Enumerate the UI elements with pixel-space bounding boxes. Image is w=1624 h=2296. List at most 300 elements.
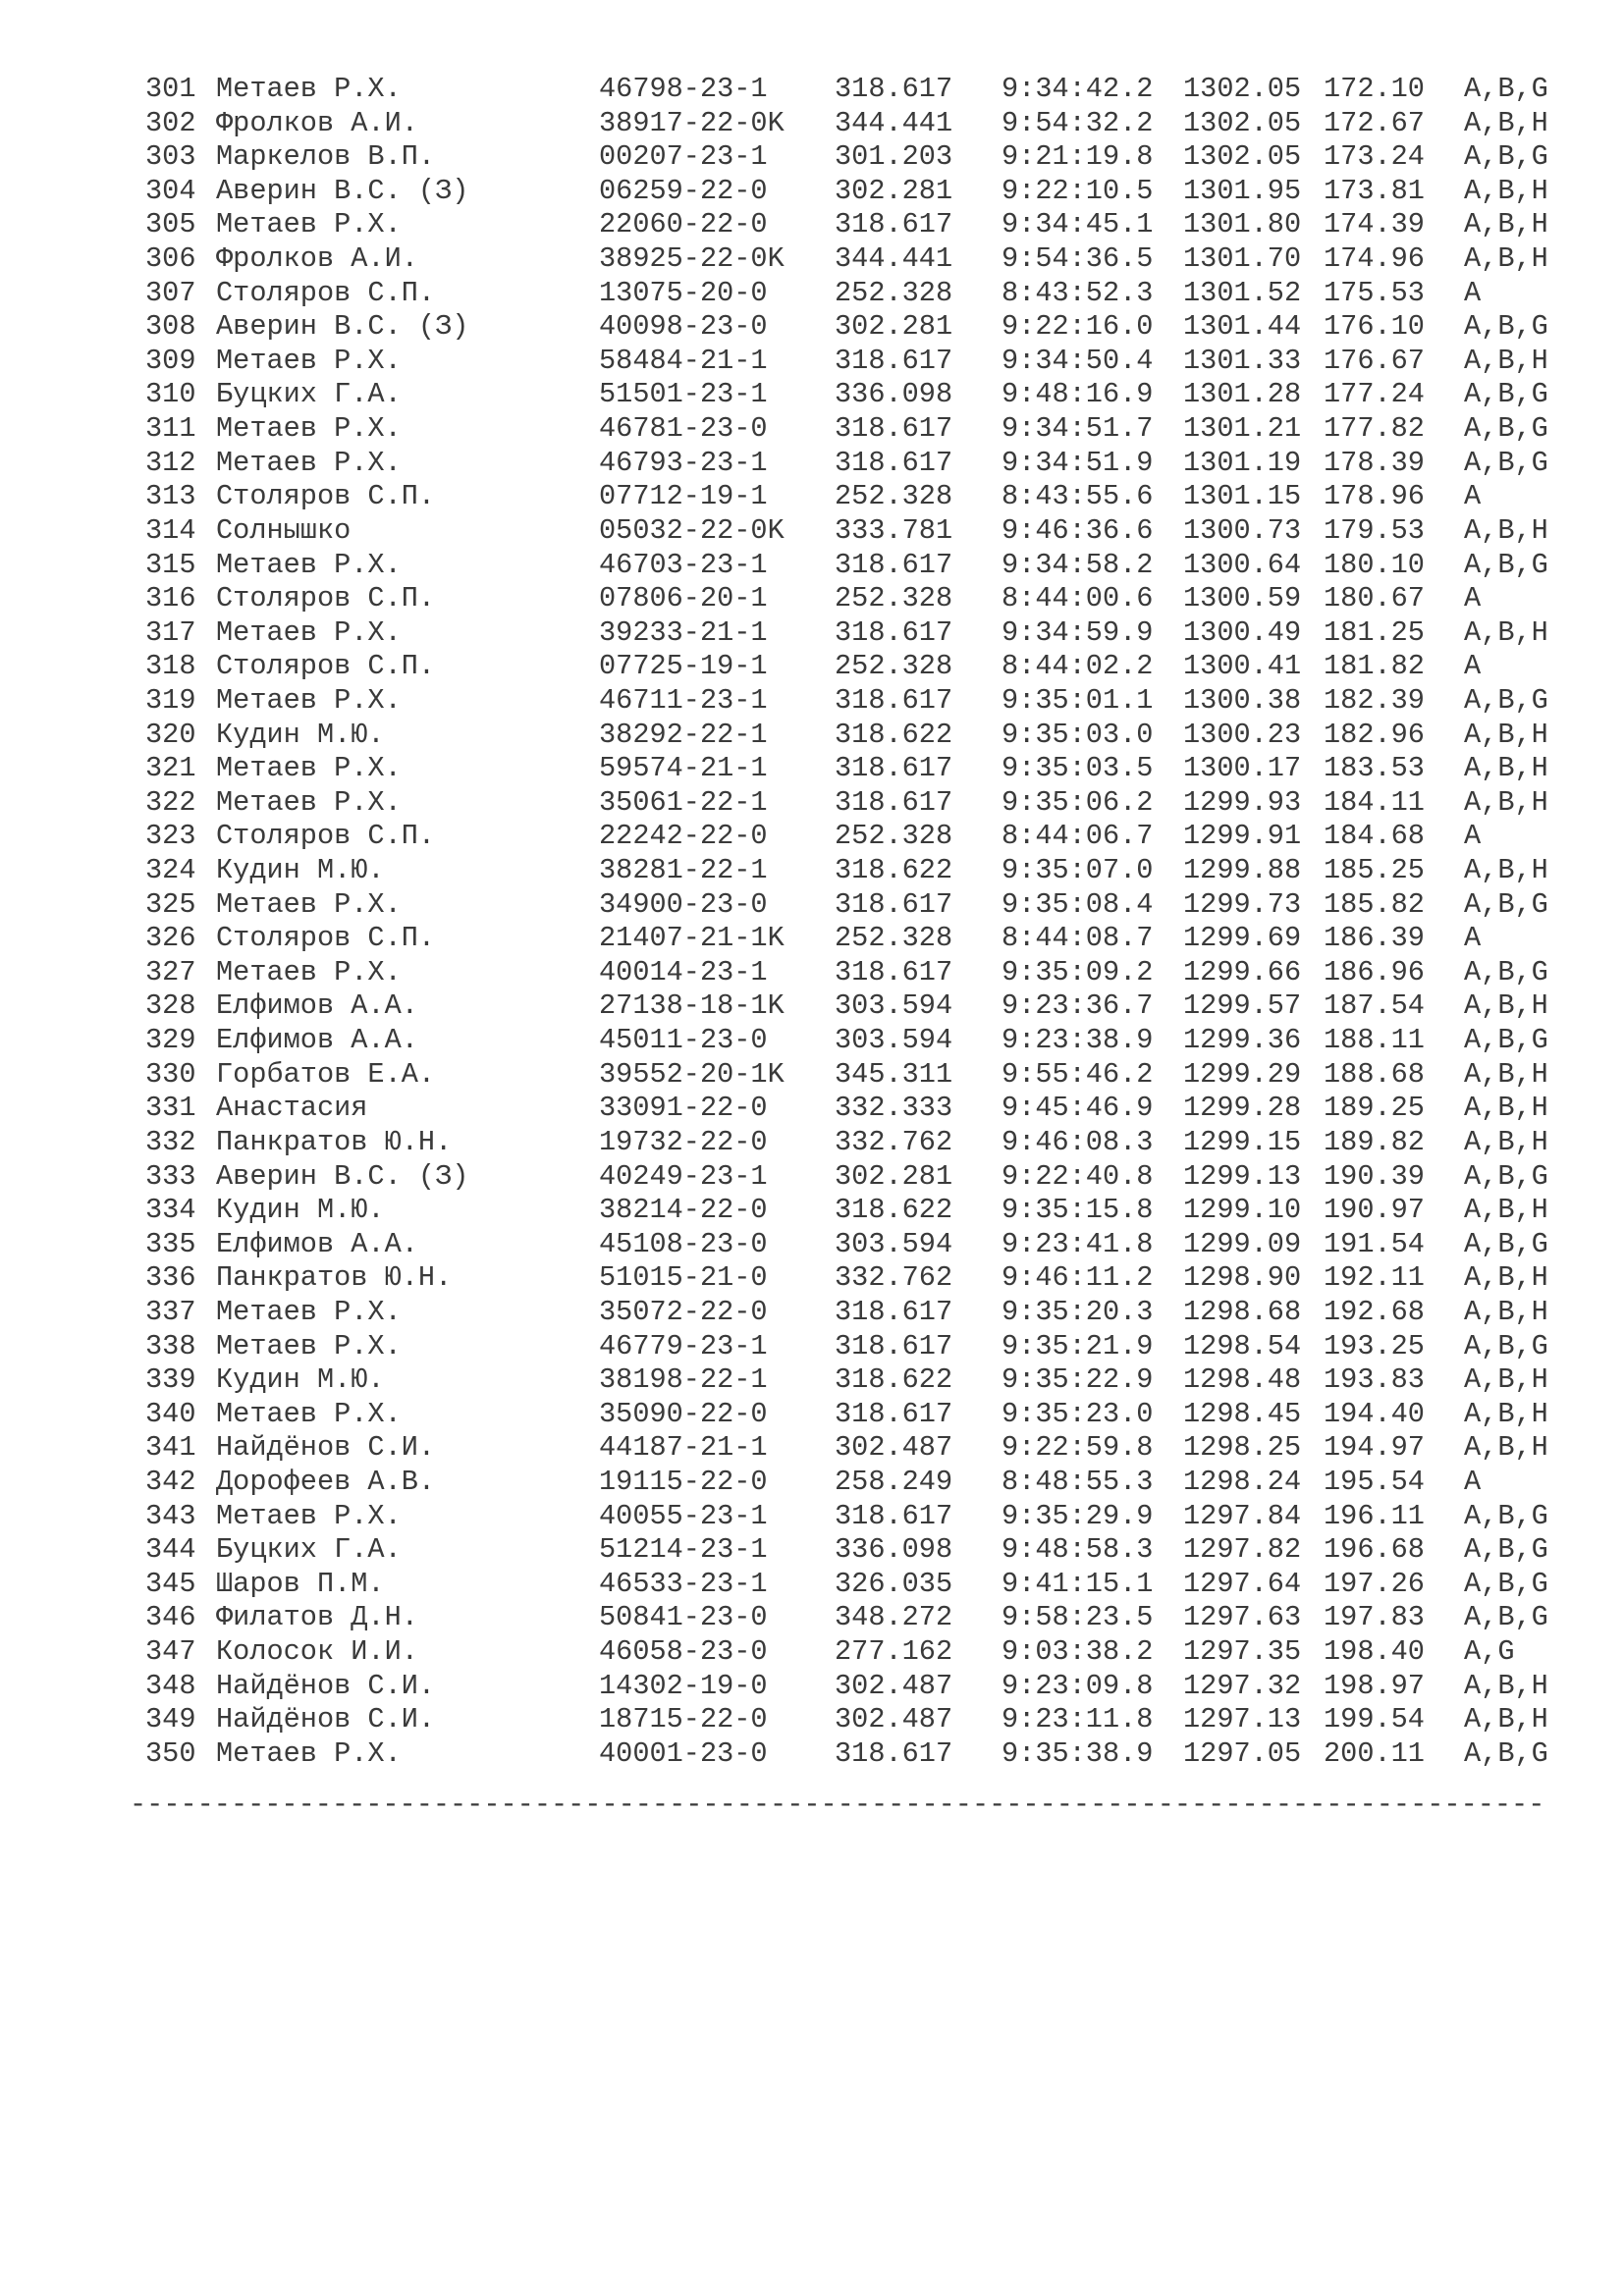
category-tags: A,B,H — [1464, 989, 1548, 1023]
distance: 302.487 — [835, 1703, 953, 1736]
ring-id: 40055-23-1 — [599, 1499, 768, 1532]
category-tags: A,B,G — [1464, 548, 1548, 581]
category-tags: A,B,G — [1464, 1159, 1548, 1193]
participant-name: Метаев Р.Х. — [216, 73, 402, 105]
participant-name: Колосок И.И. — [216, 1635, 418, 1669]
ring-id: 35072-22-0 — [599, 1295, 768, 1328]
ring-id: 51501-23-1 — [599, 378, 768, 411]
table-row — [137, 1330, 1591, 1364]
arrival-time: 9:34:45.1 — [1001, 208, 1154, 241]
distance: 303.594 — [835, 1227, 953, 1260]
arrival-time: 9:45:46.9 — [1001, 1092, 1154, 1125]
place-number: 312 — [145, 446, 196, 479]
arrival-time: 9:35:03.0 — [1001, 718, 1154, 751]
ring-id: 40249-23-1 — [599, 1159, 768, 1193]
distance: 301.203 — [835, 140, 953, 174]
points: 190.97 — [1324, 1194, 1425, 1227]
participant-name: Метаев Р.Х. — [216, 208, 402, 241]
table-row — [137, 1363, 1591, 1398]
ring-id: 39552-20-1K — [599, 1057, 785, 1091]
arrival-time: 9:35:01.1 — [1001, 683, 1154, 717]
speed: 1300.64 — [1183, 548, 1302, 581]
points: 173.24 — [1324, 140, 1425, 174]
table-row — [137, 1160, 1591, 1195]
place-number: 349 — [145, 1703, 196, 1736]
speed: 1299.88 — [1183, 854, 1302, 887]
speed: 1299.36 — [1183, 1024, 1302, 1057]
table-row — [137, 989, 1591, 1024]
participant-name: Кудин М.Ю. — [216, 1363, 385, 1397]
speed: 1298.48 — [1183, 1363, 1302, 1397]
place-number: 304 — [145, 174, 196, 207]
category-tags: A,B,H — [1464, 513, 1548, 547]
speed: 1301.19 — [1183, 446, 1302, 479]
speed: 1298.90 — [1183, 1261, 1302, 1295]
points: 188.68 — [1324, 1057, 1425, 1091]
distance: 318.617 — [835, 446, 953, 479]
participant-name: Метаев Р.Х. — [216, 1499, 402, 1532]
distance: 318.617 — [835, 412, 953, 446]
arrival-time: 8:44:02.2 — [1001, 650, 1154, 683]
arrival-time: 9:48:16.9 — [1001, 378, 1154, 411]
arrival-time: 9:22:16.0 — [1001, 310, 1154, 344]
points: 196.11 — [1324, 1499, 1425, 1532]
participant-name: Буцких Г.А. — [216, 1533, 402, 1567]
arrival-time: 9:34:51.9 — [1001, 446, 1154, 479]
arrival-time: 9:23:11.8 — [1001, 1703, 1154, 1736]
points: 199.54 — [1324, 1703, 1425, 1736]
table-row — [137, 412, 1591, 447]
participant-name: Шаров П.М. — [216, 1567, 385, 1600]
distance: 332.762 — [835, 1125, 953, 1158]
points: 193.25 — [1324, 1329, 1425, 1362]
arrival-time: 9:23:38.9 — [1001, 1024, 1154, 1057]
points: 186.39 — [1324, 922, 1425, 955]
points: 179.53 — [1324, 513, 1425, 547]
participant-name: Метаев Р.Х. — [216, 412, 402, 446]
points: 191.54 — [1324, 1227, 1425, 1260]
place-number: 309 — [145, 344, 196, 377]
ring-id: 00207-23-1 — [599, 140, 768, 174]
category-tags: A,B,G — [1464, 140, 1548, 174]
participant-name: Метаев Р.Х. — [216, 752, 402, 785]
participant-name: Елфимов А.А. — [216, 1227, 418, 1260]
ring-id: 46781-23-0 — [599, 412, 768, 446]
ring-id: 46711-23-1 — [599, 683, 768, 717]
points: 185.25 — [1324, 854, 1425, 887]
points: 182.96 — [1324, 718, 1425, 751]
participant-name: Маркелов В.П. — [216, 140, 436, 174]
table-row — [137, 786, 1591, 821]
ring-id: 45011-23-0 — [599, 1024, 768, 1057]
arrival-time: 9:23:09.8 — [1001, 1669, 1154, 1702]
category-tags: A,B,G — [1464, 1227, 1548, 1260]
participant-name: Фролков А.И. — [216, 106, 418, 139]
ring-id: 39233-21-1 — [599, 615, 768, 649]
ring-id: 38925-22-0K — [599, 242, 785, 276]
ring-id: 07712-19-1 — [599, 480, 768, 513]
place-number: 310 — [145, 378, 196, 411]
distance: 318.617 — [835, 1329, 953, 1362]
category-tags: A,B,H — [1464, 1092, 1548, 1125]
participant-name: Кудин М.Ю. — [216, 718, 385, 751]
arrival-time: 9:34:50.4 — [1001, 344, 1154, 377]
table-row — [137, 242, 1591, 277]
distance: 318.622 — [835, 854, 953, 887]
participant-name: Буцких Г.А. — [216, 378, 402, 411]
place-number: 301 — [145, 73, 196, 105]
ring-id: 46703-23-1 — [599, 548, 768, 581]
place-number: 337 — [145, 1295, 196, 1328]
arrival-time: 9:46:36.6 — [1001, 513, 1154, 547]
category-tags: A,B,H — [1464, 1295, 1548, 1328]
participant-name: Филатов Д.Н. — [216, 1601, 418, 1634]
participant-name: Метаев Р.Х. — [216, 1329, 402, 1362]
distance: 318.617 — [835, 73, 953, 105]
ring-id: 35090-22-0 — [599, 1397, 768, 1430]
category-tags: A — [1464, 582, 1482, 615]
distance: 333.781 — [835, 513, 953, 547]
arrival-time: 9:35:23.0 — [1001, 1397, 1154, 1430]
ring-id: 59574-21-1 — [599, 752, 768, 785]
category-tags: A,B,G — [1464, 887, 1548, 921]
participant-name: Метаев Р.Х. — [216, 887, 402, 921]
table-row — [137, 956, 1591, 990]
speed: 1297.84 — [1183, 1499, 1302, 1532]
distance: 344.441 — [835, 106, 953, 139]
distance: 318.617 — [835, 344, 953, 377]
speed: 1299.91 — [1183, 820, 1302, 853]
distance: 336.098 — [835, 378, 953, 411]
participant-name: Столяров С.П. — [216, 276, 436, 309]
arrival-time: 9:34:59.9 — [1001, 615, 1154, 649]
distance: 303.594 — [835, 989, 953, 1023]
table-row — [137, 752, 1591, 786]
place-number: 332 — [145, 1125, 196, 1158]
place-number: 346 — [145, 1601, 196, 1634]
table-row — [137, 1092, 1591, 1126]
speed: 1302.05 — [1183, 73, 1302, 105]
points: 178.39 — [1324, 446, 1425, 479]
points: 176.10 — [1324, 310, 1425, 344]
ring-id: 05032-22-0K — [599, 513, 785, 547]
arrival-time: 9:23:36.7 — [1001, 989, 1154, 1023]
category-tags: A,B,G — [1464, 378, 1548, 411]
participant-name: Метаев Р.Х. — [216, 1295, 402, 1328]
distance: 252.328 — [835, 650, 953, 683]
points: 174.39 — [1324, 208, 1425, 241]
points: 197.83 — [1324, 1601, 1425, 1634]
participant-name: Панкратов Ю.Н. — [216, 1125, 453, 1158]
arrival-time: 8:43:52.3 — [1001, 276, 1154, 309]
points: 177.24 — [1324, 378, 1425, 411]
distance: 318.617 — [835, 1397, 953, 1430]
distance: 302.281 — [835, 310, 953, 344]
speed: 1301.21 — [1183, 412, 1302, 446]
category-tags: A,B,G — [1464, 1329, 1548, 1362]
arrival-time: 9:58:23.5 — [1001, 1601, 1154, 1634]
speed: 1298.24 — [1183, 1465, 1302, 1498]
points: 172.67 — [1324, 106, 1425, 139]
place-number: 303 — [145, 140, 196, 174]
category-tags: A,B,H — [1464, 208, 1548, 241]
ring-id: 50841-23-0 — [599, 1601, 768, 1634]
participant-name: Метаев Р.Х. — [216, 446, 402, 479]
place-number: 330 — [145, 1057, 196, 1091]
table-row — [137, 616, 1591, 651]
ring-id: 46793-23-1 — [599, 446, 768, 479]
table-row — [137, 1398, 1591, 1432]
place-number: 350 — [145, 1736, 196, 1770]
ring-id: 27138-18-1K — [599, 989, 785, 1023]
category-tags: A,B,H — [1464, 344, 1548, 377]
participant-name: Найдёнов С.И. — [216, 1669, 436, 1702]
participant-name: Метаев Р.Х. — [216, 1397, 402, 1430]
arrival-time: 9:48:58.3 — [1001, 1533, 1154, 1567]
points: 197.26 — [1324, 1567, 1425, 1600]
participant-name: Аверин В.С. (З) — [216, 174, 469, 207]
speed: 1298.45 — [1183, 1397, 1302, 1430]
arrival-time: 8:44:00.6 — [1001, 582, 1154, 615]
category-tags: A,B,G — [1464, 1024, 1548, 1057]
participant-name: Метаев Р.Х. — [216, 955, 402, 988]
participant-name: Столяров С.П. — [216, 650, 436, 683]
category-tags: A,B,H — [1464, 1261, 1548, 1295]
distance: 345.311 — [835, 1057, 953, 1091]
place-number: 333 — [145, 1159, 196, 1193]
participant-name: Елфимов А.А. — [216, 1024, 418, 1057]
distance: 302.281 — [835, 174, 953, 207]
table-row — [137, 684, 1591, 719]
points: 194.97 — [1324, 1431, 1425, 1465]
ring-id: 51214-23-1 — [599, 1533, 768, 1567]
distance: 318.622 — [835, 718, 953, 751]
distance: 318.617 — [835, 1499, 953, 1532]
place-number: 347 — [145, 1635, 196, 1669]
arrival-time: 9:35:20.3 — [1001, 1295, 1154, 1328]
category-tags: A,B,G — [1464, 1601, 1548, 1634]
ring-id: 13075-20-0 — [599, 276, 768, 309]
participant-name: Метаев Р.Х. — [216, 683, 402, 717]
points: 196.68 — [1324, 1533, 1425, 1567]
category-tags: A,B,H — [1464, 242, 1548, 276]
speed: 1301.95 — [1183, 174, 1302, 207]
place-number: 339 — [145, 1363, 196, 1397]
place-number: 325 — [145, 887, 196, 921]
table-row — [137, 1126, 1591, 1160]
speed: 1299.28 — [1183, 1092, 1302, 1125]
ring-id: 46533-23-1 — [599, 1567, 768, 1600]
speed: 1297.05 — [1183, 1736, 1302, 1770]
speed: 1300.73 — [1183, 513, 1302, 547]
table-row — [137, 1500, 1591, 1534]
results-listing — [137, 73, 1591, 1771]
points: 180.67 — [1324, 582, 1425, 615]
participant-name: Анастасия — [216, 1092, 368, 1125]
category-tags: A,B,H — [1464, 1397, 1548, 1430]
place-number: 314 — [145, 513, 196, 547]
table-row — [137, 140, 1591, 175]
ring-id: 40014-23-1 — [599, 955, 768, 988]
category-tags: A — [1464, 276, 1482, 309]
points: 185.82 — [1324, 887, 1425, 921]
place-number: 327 — [145, 955, 196, 988]
place-number: 348 — [145, 1669, 196, 1702]
place-number: 306 — [145, 242, 196, 276]
table-row — [137, 719, 1591, 753]
place-number: 335 — [145, 1227, 196, 1260]
arrival-time: 9:35:03.5 — [1001, 752, 1154, 785]
participant-name: Столяров С.П. — [216, 480, 436, 513]
arrival-time: 9:46:11.2 — [1001, 1261, 1154, 1295]
table-row — [137, 1703, 1591, 1737]
distance: 258.249 — [835, 1465, 953, 1498]
place-number: 311 — [145, 412, 196, 446]
table-end-rule: ------------------------------------------------------------------------------------ — [130, 1789, 1545, 1821]
table-row — [137, 1635, 1591, 1670]
place-number: 328 — [145, 989, 196, 1023]
category-tags: A,B,H — [1464, 785, 1548, 819]
distance: 318.617 — [835, 615, 953, 649]
participant-name: Панкратов Ю.Н. — [216, 1261, 453, 1295]
points: 172.10 — [1324, 73, 1425, 105]
place-number: 331 — [145, 1092, 196, 1125]
category-tags: A,B,G — [1464, 1499, 1548, 1532]
table-row — [137, 310, 1591, 345]
points: 182.39 — [1324, 683, 1425, 717]
arrival-time: 8:48:55.3 — [1001, 1465, 1154, 1498]
speed: 1299.15 — [1183, 1125, 1302, 1158]
distance: 344.441 — [835, 242, 953, 276]
points: 174.96 — [1324, 242, 1425, 276]
category-tags: A,B,H — [1464, 1703, 1548, 1736]
ring-id: 38198-22-1 — [599, 1363, 768, 1397]
speed: 1297.35 — [1183, 1635, 1302, 1669]
participant-name: Найдёнов С.И. — [216, 1703, 436, 1736]
arrival-time: 9:35:09.2 — [1001, 955, 1154, 988]
speed: 1299.13 — [1183, 1159, 1302, 1193]
place-number: 322 — [145, 785, 196, 819]
ring-id: 46779-23-1 — [599, 1329, 768, 1362]
table-row — [137, 1568, 1591, 1602]
ring-id: 21407-21-1K — [599, 922, 785, 955]
distance: 302.487 — [835, 1431, 953, 1465]
distance: 332.762 — [835, 1261, 953, 1295]
table-row — [137, 922, 1591, 956]
speed: 1300.17 — [1183, 752, 1302, 785]
distance: 348.272 — [835, 1601, 953, 1634]
speed: 1297.13 — [1183, 1703, 1302, 1736]
arrival-time: 9:54:32.2 — [1001, 106, 1154, 139]
points: 184.68 — [1324, 820, 1425, 853]
arrival-time: 8:44:06.7 — [1001, 820, 1154, 853]
participant-name: Елфимов А.А. — [216, 989, 418, 1023]
place-number: 316 — [145, 582, 196, 615]
place-number: 326 — [145, 922, 196, 955]
table-row — [137, 1194, 1591, 1228]
speed: 1297.63 — [1183, 1601, 1302, 1634]
points: 175.53 — [1324, 276, 1425, 309]
speed: 1299.29 — [1183, 1057, 1302, 1091]
ring-id: 06259-22-0 — [599, 174, 768, 207]
ring-id: 38281-22-1 — [599, 854, 768, 887]
arrival-time: 9:41:15.1 — [1001, 1567, 1154, 1600]
category-tags: A,B,H — [1464, 752, 1548, 785]
speed: 1297.32 — [1183, 1669, 1302, 1702]
participant-name: Метаев Р.Х. — [216, 785, 402, 819]
distance: 318.622 — [835, 1363, 953, 1397]
arrival-time: 8:44:08.7 — [1001, 922, 1154, 955]
points: 173.81 — [1324, 174, 1425, 207]
table-row — [137, 888, 1591, 923]
category-tags: A,B,H — [1464, 1669, 1548, 1702]
place-number: 320 — [145, 718, 196, 751]
speed: 1300.41 — [1183, 650, 1302, 683]
arrival-time: 9:03:38.2 — [1001, 1635, 1154, 1669]
points: 195.54 — [1324, 1465, 1425, 1498]
table-row — [137, 1058, 1591, 1093]
points: 181.82 — [1324, 650, 1425, 683]
place-number: 340 — [145, 1397, 196, 1430]
category-tags: A,B,G — [1464, 1533, 1548, 1567]
distance: 252.328 — [835, 480, 953, 513]
arrival-time: 9:22:10.5 — [1001, 174, 1154, 207]
distance: 318.617 — [835, 1295, 953, 1328]
arrival-time: 9:35:08.4 — [1001, 887, 1154, 921]
place-number: 344 — [145, 1533, 196, 1567]
category-tags: A,B,G — [1464, 310, 1548, 344]
ring-id: 46798-23-1 — [599, 73, 768, 105]
ring-id: 38292-22-1 — [599, 718, 768, 751]
category-tags: A,B,H — [1464, 1194, 1548, 1227]
category-tags: A,B,G — [1464, 683, 1548, 717]
table-row — [137, 1601, 1591, 1635]
arrival-time: 9:54:36.5 — [1001, 242, 1154, 276]
category-tags: A,B,H — [1464, 615, 1548, 649]
place-number: 334 — [145, 1194, 196, 1227]
table-row — [137, 73, 1591, 107]
arrival-time: 9:46:08.3 — [1001, 1125, 1154, 1158]
participant-name: Найдёнов С.И. — [216, 1431, 436, 1465]
points: 192.11 — [1324, 1261, 1425, 1295]
ring-id: 40098-23-0 — [599, 310, 768, 344]
points: 189.82 — [1324, 1125, 1425, 1158]
category-tags: A,B,H — [1464, 106, 1548, 139]
ring-id: 33091-22-0 — [599, 1092, 768, 1125]
table-row — [137, 480, 1591, 514]
place-number: 315 — [145, 548, 196, 581]
speed: 1300.59 — [1183, 582, 1302, 615]
ring-id: 58484-21-1 — [599, 344, 768, 377]
speed: 1298.25 — [1183, 1431, 1302, 1465]
ring-id: 18715-22-0 — [599, 1703, 768, 1736]
category-tags: A,B,H — [1464, 718, 1548, 751]
table-row — [137, 1228, 1591, 1262]
table-row — [137, 1261, 1591, 1296]
points: 178.96 — [1324, 480, 1425, 513]
distance: 318.617 — [835, 785, 953, 819]
participant-name: Метаев Р.Х. — [216, 615, 402, 649]
points: 188.11 — [1324, 1024, 1425, 1057]
table-row — [137, 175, 1591, 209]
place-number: 318 — [145, 650, 196, 683]
distance: 318.617 — [835, 955, 953, 988]
participant-name: Солнышко — [216, 513, 352, 547]
category-tags: A — [1464, 650, 1482, 683]
points: 198.97 — [1324, 1669, 1425, 1702]
distance: 302.281 — [835, 1159, 953, 1193]
table-row — [137, 514, 1591, 549]
